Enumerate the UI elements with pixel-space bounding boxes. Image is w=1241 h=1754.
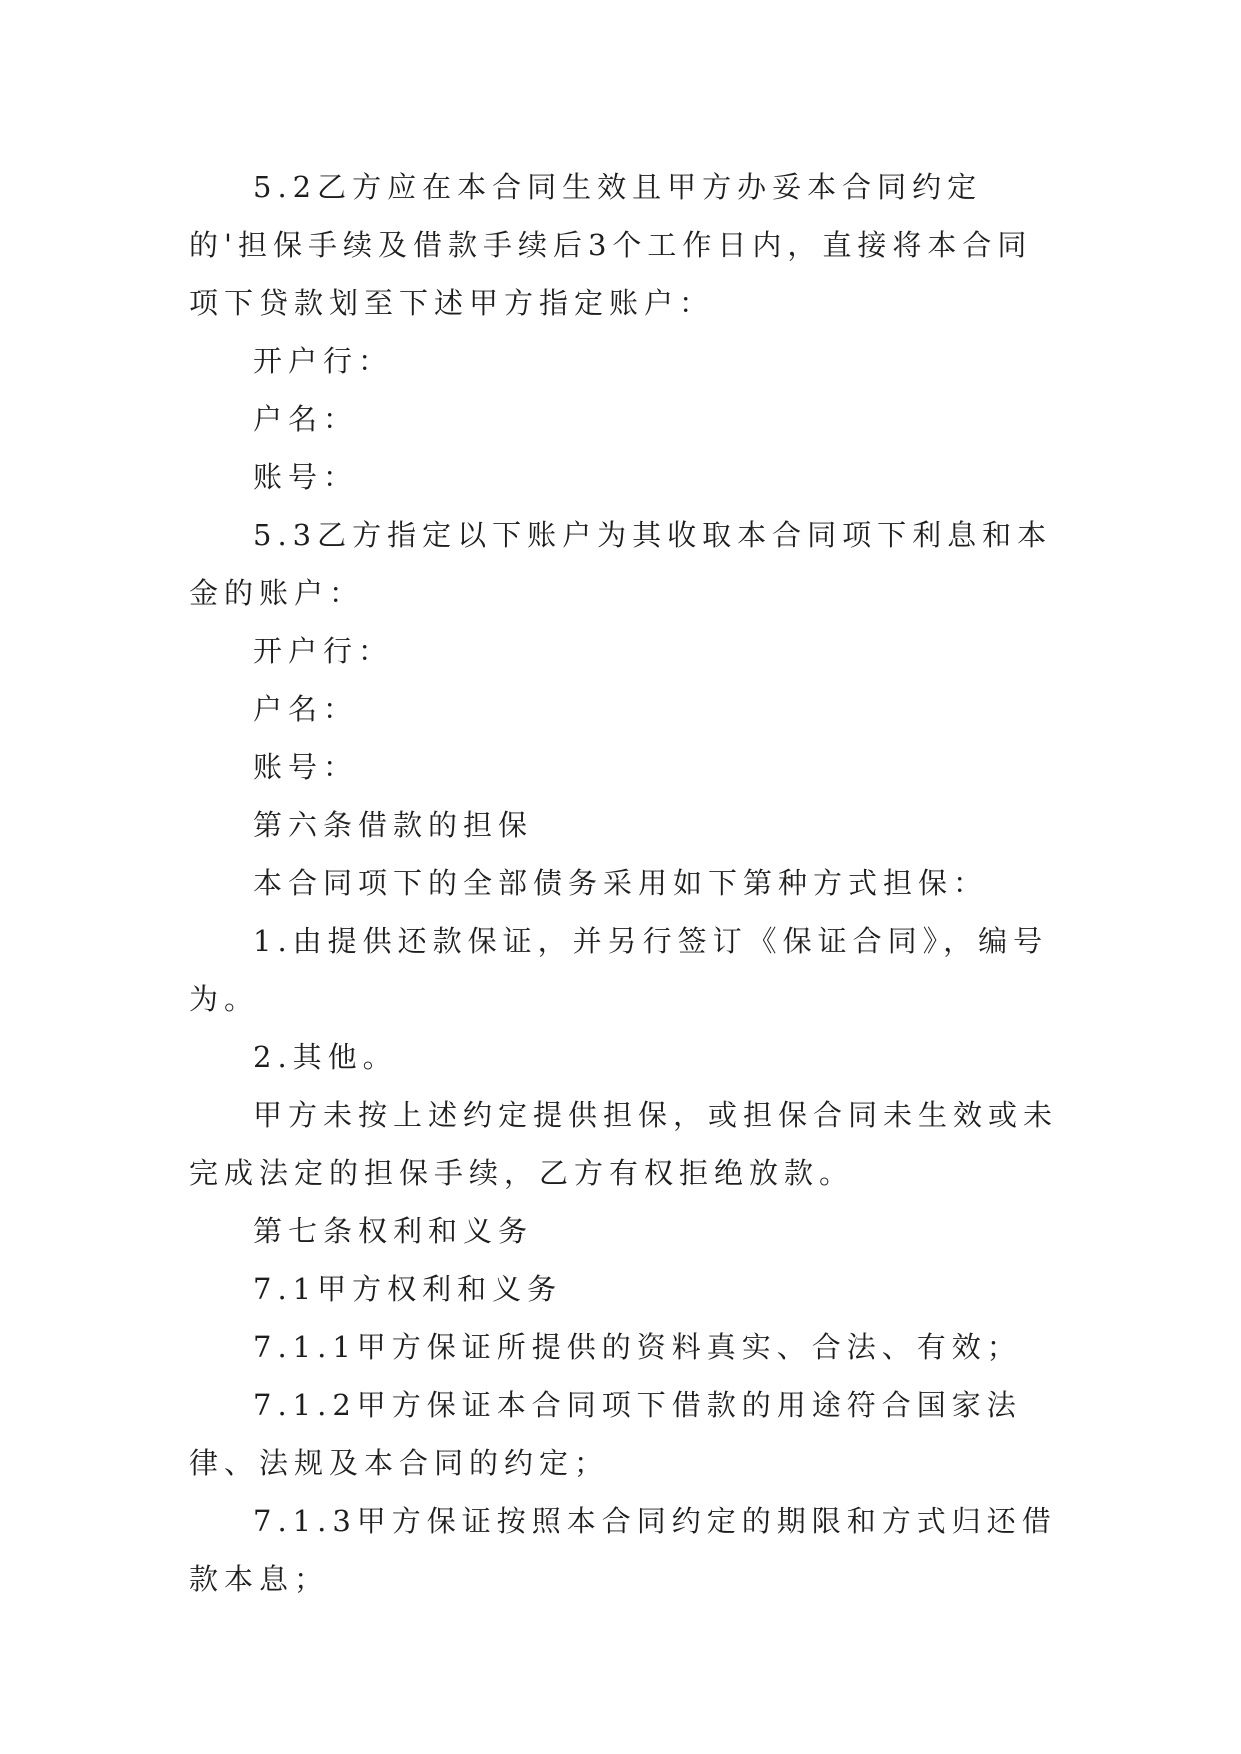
paragraph-5-2: 5.2乙方应在本合同生效且甲方办妥本合同约定的'担保手续及借款手续后3个工作日内，直接将本合同项下贷款划至下述甲方指定账户： — [189, 170, 1033, 320]
guarantee-item-1: 1.由提供还款保证，并另行签订《保证合同》，编号为。 — [189, 924, 1049, 1016]
section-7-1-heading: 7.1甲方权利和义务 — [253, 1272, 563, 1306]
account-name-field: 户名： — [253, 402, 359, 436]
bank-field: 开户行： — [253, 344, 394, 378]
document-body — [189, 158, 1059, 1608]
guarantee-failure-paragraph: 甲方未按上述约定提供担保，或担保合同未生效或未完成法定的担保手续，乙方有权拒绝放款。 — [189, 1098, 1059, 1190]
article-6-heading: 第六条借款的担保 — [253, 808, 534, 842]
clause-7-1-3: 7.1.3甲方保证按照本合同约定的期限和方式归还借款本息； — [189, 1504, 1057, 1596]
account-name-field: 户名： — [253, 692, 359, 726]
account-number-field: 账号： — [253, 460, 359, 494]
account-number-field: 账号： — [253, 750, 359, 784]
guarantee-method-paragraph: 本合同项下的全部债务采用如下第种方式担保： — [253, 866, 989, 900]
article-7-heading: 第七条权利和义务 — [253, 1214, 534, 1248]
clause-7-1-2: 7.1.2甲方保证本合同项下借款的用途符合国家法律、法规及本合同的约定； — [189, 1388, 1022, 1480]
paragraph-5-3: 5.3乙方指定以下账户为其收取本合同项下利息和本金的账户： — [189, 518, 1053, 610]
guarantee-item-2: 2.其他。 — [253, 1040, 398, 1074]
clause-7-1-1: 7.1.1甲方保证所提供的资料真实、合法、有效； — [253, 1330, 1022, 1364]
bank-field: 开户行： — [253, 634, 394, 668]
